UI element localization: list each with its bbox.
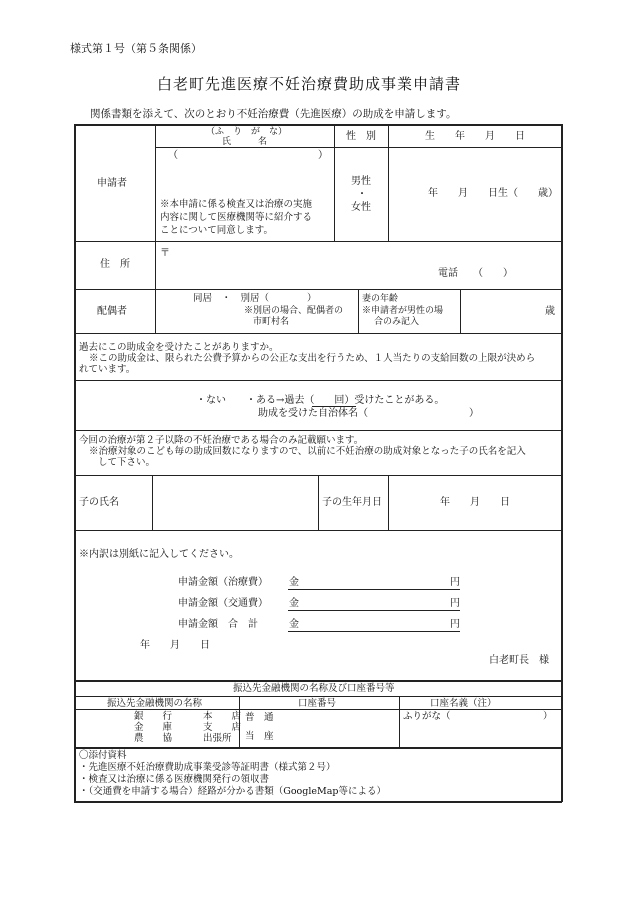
name-paren-open: （ <box>168 150 178 161</box>
living-options[interactable]: 同居 ・ 別居（ ） <box>193 293 317 304</box>
account-type[interactable]: 普 通 <box>245 712 274 723</box>
attachment-item: ・先進医療不妊治療費助成事業受診等証明書（様式第２号） <box>79 762 336 773</box>
table-border-left <box>74 124 76 802</box>
amount-unit: 円 <box>450 577 460 588</box>
rule <box>74 380 562 381</box>
rule <box>74 430 562 431</box>
rule <box>155 289 156 333</box>
gender-male[interactable]: 男性 <box>351 176 371 187</box>
bank-col-account: 口座番号 <box>298 698 337 709</box>
attachment-item: ・検査又は治療に係る医療機関発行の領収書 <box>79 774 270 785</box>
amount-input-treatment[interactable] <box>288 589 460 590</box>
name-paren-close: ） <box>318 150 328 161</box>
rule <box>334 124 335 241</box>
rule <box>399 696 400 747</box>
bank-col-holder: 口座名義（注） <box>430 698 497 709</box>
birth-format[interactable]: 年 月 日生（ 歳） <box>428 188 558 199</box>
second-child-note: ※治療対象のこども毎の助成回数になりますので、以前に不妊治療の助成対象となった子の氏名を記入 <box>89 446 526 457</box>
rule <box>460 289 461 333</box>
rule <box>155 147 562 148</box>
past-subsidy-note: れています。 <box>79 364 136 375</box>
separate-note: 市町村名 <box>253 317 290 327</box>
bank-col-name: 振込先金融機関の名称 <box>107 698 203 709</box>
child-birth-label: 子の生年月日 <box>322 497 382 508</box>
rule <box>74 747 562 749</box>
consent-note: ※本申請に係る検査又は治療の実施 <box>160 199 313 210</box>
attachment-item: ・（交通費を申請する場合）経路が分かる書類（GoogleMap等による） <box>79 786 386 797</box>
furigana-label: （ふ り が な） <box>206 127 288 137</box>
gender-header: 性 別 <box>346 131 376 142</box>
amount-input-total[interactable] <box>288 631 460 632</box>
intro-text: 関係書類を添えて、次のとおり不妊治療費（先進医療）の助成を申請します。 <box>90 108 457 120</box>
amount-input-transport[interactable] <box>288 610 460 611</box>
date-line[interactable]: 年 月 日 <box>140 640 210 651</box>
holder-furigana-close: ） <box>543 711 553 722</box>
wife-age-note: ※申請者が男性の場 <box>362 306 444 316</box>
municipality-label: 助成を受けた自治体名（ <box>258 408 368 419</box>
attachments-title: 〇添付資料 <box>79 750 127 761</box>
past-subsidy-note: ※この助成金は、限られた公費予算からの公正な支出を行うため、１人当たりの支給回数の上限が決めら <box>89 353 536 364</box>
rule <box>74 241 562 242</box>
second-child-note: 今回の治療が第２子以降の不妊治療である場合のみ記載願います。 <box>79 435 364 446</box>
gender-female[interactable]: 女性 <box>351 202 371 213</box>
bank-type[interactable]: 銀 行 <box>134 711 173 722</box>
bank-type[interactable]: 農 協 <box>134 733 173 744</box>
rule <box>318 475 319 530</box>
second-child-note: して下さい。 <box>98 457 156 468</box>
rule <box>388 475 389 530</box>
amount-prefix: 金 <box>289 577 299 588</box>
rule <box>74 696 562 697</box>
past-subsidy-question: 過去にこの助成金を受けたことがありますか。 <box>79 342 279 353</box>
separate-note: ※別居の場合、配偶者の <box>244 306 344 316</box>
age-unit: 歳 <box>545 306 555 317</box>
child-birth-format[interactable]: 年 月 日 <box>440 497 510 508</box>
child-name-label: 子の氏名 <box>79 497 119 508</box>
count-underline <box>312 406 356 407</box>
amount-label-total: 申請金額 合 計 <box>178 619 258 630</box>
amount-prefix: 金 <box>289 598 299 609</box>
address-label: 住 所 <box>100 259 130 270</box>
rule <box>155 124 156 289</box>
holder-furigana-open[interactable]: ふりがな（ <box>403 711 451 722</box>
table-border-top <box>74 124 562 126</box>
consent-note: ことについて同意します。 <box>160 225 274 236</box>
rule <box>74 530 562 531</box>
amount-unit: 円 <box>450 598 460 609</box>
rule <box>74 333 562 334</box>
rule <box>388 124 389 241</box>
rule <box>74 680 562 682</box>
name-label: 氏 名 <box>222 137 268 147</box>
past-subsidy-options[interactable]: ・ない ・ある→過去（ 回）受けたことがある。 <box>196 395 445 406</box>
postal-mark: 〒 <box>160 248 170 259</box>
bank-section-title: 振込先金融機関の名称及び口座番号等 <box>233 683 395 694</box>
form-number: 様式第１号（第５条関係） <box>70 42 202 55</box>
rule <box>74 289 562 290</box>
branch-type[interactable]: 出張所 <box>203 733 232 744</box>
table-border-bottom <box>74 801 562 803</box>
wife-age-label: 妻の年齢 <box>362 294 399 304</box>
addressee: 白老町長 様 <box>489 655 549 666</box>
gender-dot: ・ <box>357 189 367 200</box>
amount-label-treatment: 申請金額（治療費） <box>178 577 268 588</box>
phone-label[interactable]: 電話 （ ） <box>438 268 513 279</box>
amount-prefix: 金 <box>289 619 299 630</box>
amount-label-transport: 申請金額（交通費） <box>178 598 268 609</box>
breakdown-note: ※内訳は別紙に記入してください。 <box>79 549 239 560</box>
applicant-label: 申請者 <box>97 178 127 189</box>
wife-age-note: 合のみ記入 <box>374 317 420 327</box>
rule <box>358 289 359 333</box>
rule <box>152 475 153 530</box>
table-border-right <box>561 124 563 802</box>
account-type[interactable]: 当 座 <box>245 731 274 742</box>
birth-header: 生 年 月 日 <box>425 131 525 142</box>
page-title: 白老町先進医療不妊治療費助成事業申請書 <box>157 75 462 93</box>
consent-note: 内容に関して医療機関等に紹介する <box>160 212 313 223</box>
branch-type[interactable]: 支 店 <box>203 722 242 733</box>
municipality-close: ） <box>469 408 479 419</box>
branch-type[interactable]: 本 店 <box>203 711 242 722</box>
bank-type[interactable]: 金 庫 <box>134 722 173 733</box>
spouse-label: 配偶者 <box>97 306 127 317</box>
amount-unit: 円 <box>450 619 460 630</box>
